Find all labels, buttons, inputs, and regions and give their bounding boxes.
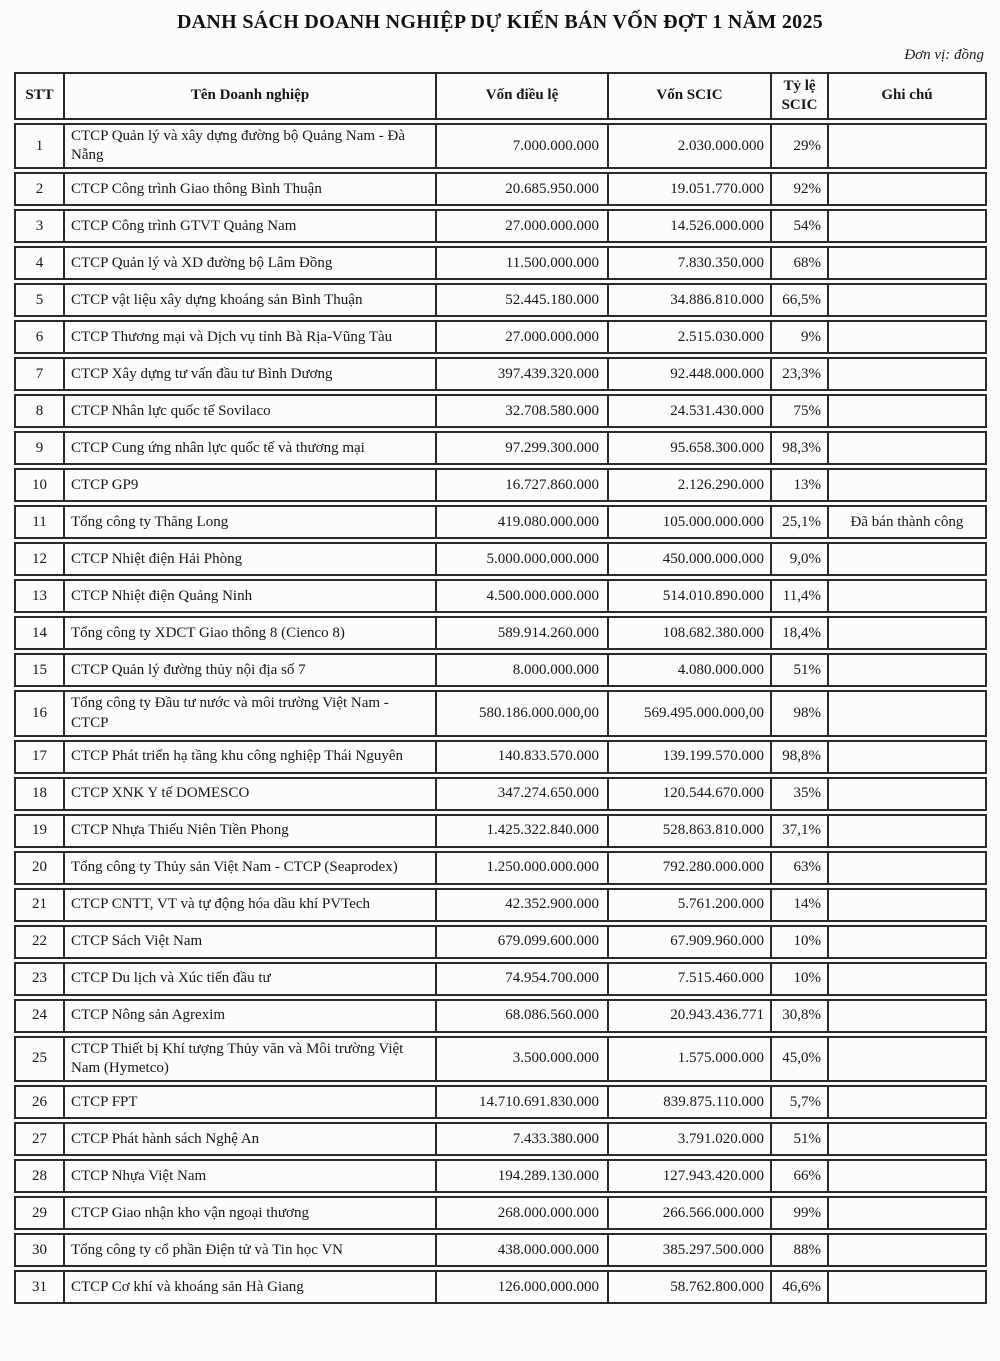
table-row [14,1159,987,1193]
row-index-cell: 26 [16,1087,65,1117]
charter-capital-cell: 397.439.320.000 [437,359,609,389]
row-index-cell: 14 [16,618,65,648]
note-cell [829,853,985,883]
scic-ratio-cell: 63% [772,853,829,883]
row-index-cell: 4 [16,248,65,278]
row-index-cell: 17 [16,742,65,772]
scic-ratio-cell: 45,0% [772,1038,829,1080]
row-index-cell: 16 [16,692,65,734]
scic-capital-cell: 839.875.110.000 [609,1087,772,1117]
table-row [14,616,987,650]
scic-ratio-cell: 98% [772,692,829,734]
note-cell [829,125,985,167]
scic-ratio-cell: 13% [772,470,829,500]
table-row [14,1036,987,1082]
scic-ratio-cell: 66,5% [772,285,829,315]
company-name-cell: CTCP Xây dựng tư vấn đầu tư Bình Dương [65,359,437,389]
table-row [14,925,987,959]
row-index-cell: 15 [16,655,65,685]
note-cell [829,927,985,957]
row-index-cell: 24 [16,1001,65,1031]
scic-ratio-cell: 10% [772,964,829,994]
company-name-cell: CTCP FPT [65,1087,437,1117]
scic-capital-cell: 2.126.290.000 [609,470,772,500]
header-cell-scic-ratio: Tỷ lệ SCIC [772,74,829,118]
charter-capital-cell: 3.500.000.000 [437,1038,609,1080]
table-row [14,209,987,243]
company-name-cell: CTCP Công trình GTVT Quảng Nam [65,211,437,241]
table-row [14,777,987,811]
row-index-cell: 19 [16,816,65,846]
table-row [14,999,987,1033]
company-name-cell: CTCP Nhựa Việt Nam [65,1161,437,1191]
scic-ratio-cell: 18,4% [772,618,829,648]
document-title: DANH SÁCH DOANH NGHIỆP DỰ KIẾN BÁN VỐN ĐỢT 1 NĂM 2025 [176,11,824,33]
row-index-cell: 13 [16,581,65,611]
scic-capital-cell: 92.448.000.000 [609,359,772,389]
table-row [14,962,987,996]
charter-capital-cell: 42.352.900.000 [437,890,609,920]
table-row [14,505,987,539]
note-cell [829,890,985,920]
company-name-cell: CTCP Nhiệt điện Quảng Ninh [65,581,437,611]
scic-ratio-cell: 9,0% [772,544,829,574]
charter-capital-cell: 7.433.380.000 [437,1124,609,1154]
company-name-cell: CTCP Thương mại và Dịch vụ tỉnh Bà Rịa-Vũng Tàu [65,322,437,352]
company-name-cell: CTCP Phát triển hạ tầng khu công nghiệp Thái Nguyên [65,742,437,772]
note-cell [829,359,985,389]
header-cell-scic-capital: Vốn SCIC [609,74,772,118]
companies-table [14,72,987,1307]
row-index-cell: 30 [16,1235,65,1265]
scic-ratio-cell: 46,6% [772,1272,829,1302]
row-index-cell: 27 [16,1124,65,1154]
scic-ratio-cell: 54% [772,211,829,241]
header-cell-notes: Ghi chú [881,87,933,104]
row-index-cell: 21 [16,890,65,920]
charter-capital-cell: 27.000.000.000 [437,211,609,241]
charter-capital-cell: 97.299.300.000 [437,433,609,463]
charter-capital-cell: 4.500.000.000.000 [437,581,609,611]
row-index-cell: 1 [16,125,65,167]
row-index-cell: 18 [16,779,65,809]
table-row [14,320,987,354]
charter-capital-cell: 347.274.650.000 [437,779,609,809]
note-cell [829,581,985,611]
row-index-cell: 9 [16,433,65,463]
table-row [14,172,987,206]
company-name-cell: CTCP Phát hành sách Nghệ An [65,1124,437,1154]
scic-capital-cell: 67.909.960.000 [609,927,772,957]
charter-capital-cell: 74.954.700.000 [437,964,609,994]
note-cell [829,1001,985,1031]
unit-note: Đơn vị: đồng [904,47,984,63]
row-index-cell: 12 [16,544,65,574]
company-name-cell: CTCP Nhân lực quốc tế Sovilaco [65,396,437,426]
scic-capital-cell: 1.575.000.000 [609,1038,772,1080]
table-row [14,579,987,613]
note-cell [829,211,985,241]
scic-ratio-cell: 25,1% [772,507,829,537]
scic-ratio-cell: 5,7% [772,1087,829,1117]
note-cell: Đã bán thành công [850,513,964,530]
company-name-cell: CTCP Quản lý và XD đường bộ Lâm Đồng [65,248,437,278]
note-cell [829,1087,985,1117]
scic-capital-cell: 34.886.810.000 [609,285,772,315]
note-cell [829,1161,985,1191]
company-name-cell: CTCP Du lịch và Xúc tiến đầu tư [65,964,437,994]
charter-capital-cell: 16.727.860.000 [437,470,609,500]
company-name-cell: CTCP Giao nhận kho vận ngoại thương [65,1198,437,1228]
scic-capital-cell: 2.515.030.000 [609,322,772,352]
scic-capital-cell: 14.526.000.000 [609,211,772,241]
scic-ratio-cell: 30,8% [772,1001,829,1031]
note-cell [829,322,985,352]
charter-capital-cell: 1.425.322.840.000 [437,816,609,846]
charter-capital-cell: 11.500.000.000 [437,248,609,278]
header-cell-charter-capital: Vốn điều lệ [437,74,609,118]
scic-ratio-cell: 68% [772,248,829,278]
scic-capital-cell: 528.863.810.000 [609,816,772,846]
scic-capital-cell: 95.658.300.000 [609,433,772,463]
scic-capital-cell: 792.280.000.000 [609,853,772,883]
company-name-cell: CTCP Sách Việt Nam [65,927,437,957]
charter-capital-cell: 679.099.600.000 [437,927,609,957]
charter-capital-cell: 194.289.130.000 [437,1161,609,1191]
row-index-cell: 8 [16,396,65,426]
charter-capital-cell: 419.080.000.000 [437,507,609,537]
note-cell [829,544,985,574]
scic-capital-cell: 7.515.460.000 [609,964,772,994]
note-cell [829,248,985,278]
table-row [14,357,987,391]
table-row [14,740,987,774]
table-row [14,431,987,465]
company-name-cell: CTCP GP9 [65,470,437,500]
charter-capital-cell: 68.086.560.000 [437,1001,609,1031]
charter-capital-cell: 7.000.000.000 [437,125,609,167]
scic-ratio-cell: 29% [772,125,829,167]
table-row [14,1122,987,1156]
charter-capital-cell: 5.000.000.000.000 [437,544,609,574]
note-cell [829,1124,985,1154]
scic-ratio-cell: 99% [772,1198,829,1228]
note-cell [829,1272,985,1302]
scic-ratio-cell: 88% [772,1235,829,1265]
note-cell [829,692,985,734]
scic-capital-cell: 5.761.200.000 [609,890,772,920]
scic-capital-cell: 105.000.000.000 [609,507,772,537]
scic-capital-cell: 120.544.670.000 [609,779,772,809]
table-row [14,814,987,848]
scic-ratio-cell: 75% [772,396,829,426]
scic-ratio-cell: 35% [772,779,829,809]
scic-capital-cell: 385.297.500.000 [609,1235,772,1265]
table-row [14,1270,987,1304]
row-index-cell: 29 [16,1198,65,1228]
table-row [14,1085,987,1119]
charter-capital-cell: 20.685.950.000 [437,174,609,204]
charter-capital-cell: 126.000.000.000 [437,1272,609,1302]
row-index-cell: 31 [16,1272,65,1302]
note-cell [829,964,985,994]
table-row [14,1233,987,1267]
table-row [14,1196,987,1230]
note-cell [829,285,985,315]
scic-ratio-cell: 98,8% [772,742,829,772]
row-index-cell: 11 [16,507,65,537]
scic-ratio-cell: 23,3% [772,359,829,389]
scic-capital-cell: 266.566.000.000 [609,1198,772,1228]
scic-capital-cell: 19.051.770.000 [609,174,772,204]
table-body [14,123,987,1304]
scic-capital-cell: 58.762.800.000 [609,1272,772,1302]
scic-capital-cell: 4.080.000.000 [609,655,772,685]
row-index-cell: 5 [16,285,65,315]
charter-capital-cell: 438.000.000.000 [437,1235,609,1265]
scic-capital-cell: 24.531.430.000 [609,396,772,426]
table-row [14,283,987,317]
table-row [14,542,987,576]
company-name-cell: CTCP Quản lý và xây dựng đường bộ Quảng Nam - Đà Nẵng [65,125,437,167]
row-index-cell: 20 [16,853,65,883]
note-cell [829,618,985,648]
company-name-cell: CTCP Nhiệt điện Hải Phòng [65,544,437,574]
table-row [14,468,987,502]
scic-capital-cell: 569.495.000.000,00 [609,692,772,734]
company-name-cell: Tổng công ty XDCT Giao thông 8 (Cienco 8) [65,618,437,648]
company-name-cell: CTCP Thiết bị Khí tượng Thủy văn và Môi trường Việt Nam (Hymetco) [65,1038,437,1080]
company-name-cell: CTCP XNK Y tế DOMESCO [65,779,437,809]
company-name-cell: Tổng công ty Thăng Long [65,507,437,537]
scic-capital-cell: 7.830.350.000 [609,248,772,278]
charter-capital-cell: 580.186.000.000,00 [437,692,609,734]
company-name-cell: Tổng công ty cổ phần Điện tử và Tin học VN [65,1235,437,1265]
charter-capital-cell: 27.000.000.000 [437,322,609,352]
scic-capital-cell: 139.199.570.000 [609,742,772,772]
charter-capital-cell: 140.833.570.000 [437,742,609,772]
row-index-cell: 7 [16,359,65,389]
row-index-cell: 28 [16,1161,65,1191]
scic-ratio-cell: 37,1% [772,816,829,846]
charter-capital-cell: 589.914.260.000 [437,618,609,648]
table-row [14,653,987,687]
charter-capital-cell: 8.000.000.000 [437,655,609,685]
row-index-cell: 23 [16,964,65,994]
note-cell [829,1235,985,1265]
scic-capital-cell: 20.943.436.771 [609,1001,772,1031]
company-name-cell: CTCP Nông sản Agrexim [65,1001,437,1031]
company-name-cell: CTCP CNTT, VT và tự động hóa dầu khí PVTech [65,890,437,920]
header-cell-stt: STT [16,74,65,118]
note-cell [829,655,985,685]
scic-capital-cell: 108.682.380.000 [609,618,772,648]
company-name-cell: CTCP Quản lý đường thủy nội địa số 7 [65,655,437,685]
row-index-cell: 2 [16,174,65,204]
row-index-cell: 25 [16,1038,65,1080]
scic-ratio-cell: 51% [772,655,829,685]
note-cell [829,174,985,204]
note-cell [829,1198,985,1228]
scic-ratio-cell: 98,3% [772,433,829,463]
charter-capital-cell: 1.250.000.000.000 [437,853,609,883]
table-row [14,690,987,736]
scic-ratio-cell: 11,4% [772,581,829,611]
header-cell-company-name: Tên Doanh nghiệp [65,74,437,118]
note-cell [829,1038,985,1080]
scic-capital-cell: 2.030.000.000 [609,125,772,167]
company-name-cell: CTCP Cơ khí và khoáng sản Hà Giang [65,1272,437,1302]
scic-ratio-cell: 10% [772,927,829,957]
charter-capital-cell: 52.445.180.000 [437,285,609,315]
scic-ratio-cell: 92% [772,174,829,204]
company-name-cell: CTCP Công trình Giao thông Bình Thuận [65,174,437,204]
scic-capital-cell: 3.791.020.000 [609,1124,772,1154]
scic-ratio-cell: 9% [772,322,829,352]
company-name-cell: Tổng công ty Đầu tư nước và môi trường Việt Nam - CTCP [65,692,437,734]
company-name-cell: CTCP vật liệu xây dựng khoáng sản Bình Thuận [65,285,437,315]
company-name-cell: CTCP Nhựa Thiếu Niên Tiền Phong [65,816,437,846]
table-row [14,123,987,169]
note-cell [829,396,985,426]
table-row [14,888,987,922]
table-header-row [14,72,987,120]
note-cell [829,779,985,809]
row-index-cell: 22 [16,927,65,957]
row-index-cell: 10 [16,470,65,500]
company-name-cell: Tổng công ty Thủy sản Việt Nam - CTCP (Seaprodex) [65,853,437,883]
scic-capital-cell: 514.010.890.000 [609,581,772,611]
table-row [14,246,987,280]
scic-ratio-cell: 66% [772,1161,829,1191]
note-cell [829,470,985,500]
scic-capital-cell: 450.000.000.000 [609,544,772,574]
charter-capital-cell: 14.710.691.830.000 [437,1087,609,1117]
charter-capital-cell: 268.000.000.000 [437,1198,609,1228]
scic-capital-cell: 127.943.420.000 [609,1161,772,1191]
row-index-cell: 3 [16,211,65,241]
table-row [14,851,987,885]
note-cell [829,816,985,846]
scic-ratio-cell: 14% [772,890,829,920]
company-name-cell: CTCP Cung ứng nhân lực quốc tế và thương mại [65,433,437,463]
note-cell [829,433,985,463]
table-row [14,394,987,428]
row-index-cell: 6 [16,322,65,352]
charter-capital-cell: 32.708.580.000 [437,396,609,426]
scic-ratio-cell: 51% [772,1124,829,1154]
note-cell [829,742,985,772]
